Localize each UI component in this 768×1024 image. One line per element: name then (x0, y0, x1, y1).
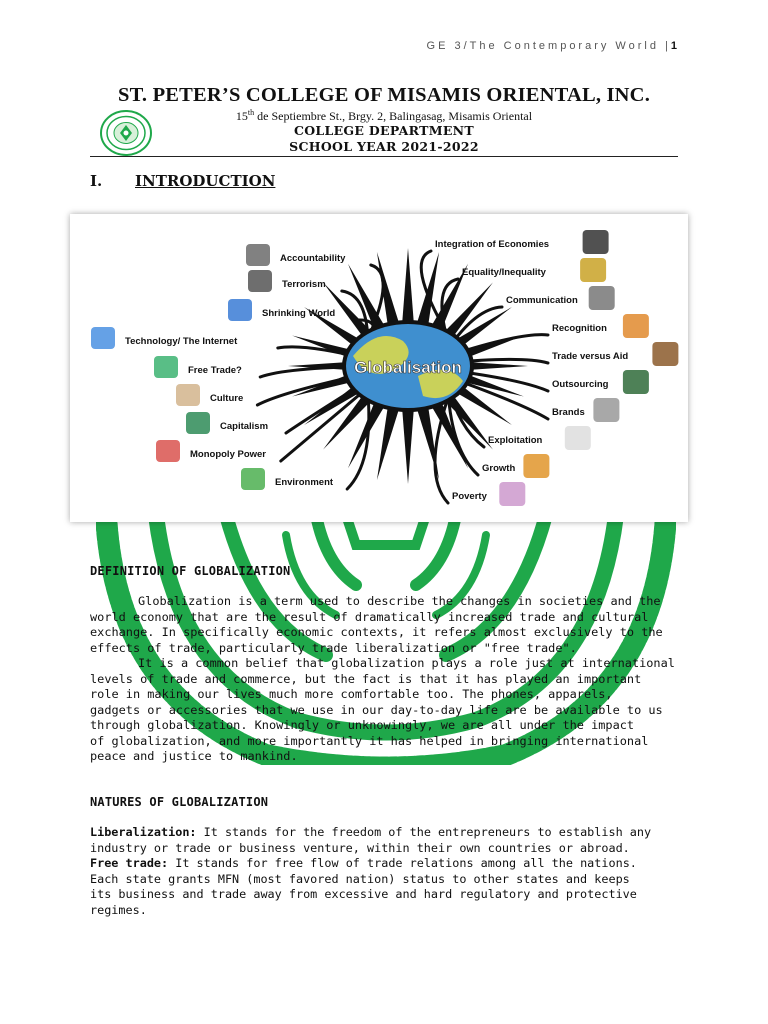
mindmap-label-recognition: Recognition (552, 323, 607, 334)
mindmap-icon-accountability (246, 244, 270, 266)
mindmap-label-growth: Growth (482, 463, 516, 474)
mindmap-label-shrinking-world: Shrinking World (262, 308, 336, 319)
definition-paragraph-2-line: role in making our lives much more comfortable too. The phones, apparels, (90, 687, 613, 701)
definition-paragraph-2-line: levels of trade and commerce, but the fact is that it has played an important (90, 671, 642, 686)
mindmap-icon-capitalism (186, 412, 210, 434)
mindmap-icon-environment (241, 468, 265, 490)
definition-paragraph-1-line: world economy that are the result of dramatically increased trade and cultural (90, 609, 649, 624)
definition-heading: DEFINITION OF GLOBALIZATION (90, 564, 291, 578)
header-divider (90, 156, 678, 157)
starburst-spike (377, 252, 401, 331)
mindmap-icon-brands (593, 398, 619, 422)
mindmap-label-poverty: Poverty (452, 491, 487, 502)
mindmap-icon-exploitation (565, 426, 591, 450)
mindmap-label-outsourcing: Outsourcing (552, 379, 609, 390)
definition-paragraph-1-line: effects of trade, particularly trade liberalization or "free trade". (90, 640, 577, 655)
definition-paragraph-2-line: It is a common belief that globalization plays a role just at international (138, 656, 675, 670)
mindmap-label-monopoly-power: Monopoly Power (190, 449, 266, 460)
starburst-spike (402, 404, 414, 484)
mindmap-icon-communication (589, 286, 615, 310)
mindmap-center-label: Globalisation (354, 358, 462, 377)
college-address: 15th de Septiembre St., Brgy. 2, Balingasag, Misamis Oriental (235, 108, 533, 123)
mindmap-label-technology-the-internet: Technology/ The Internet (125, 336, 238, 347)
mindmap-label-trade-versus-aid: Trade versus Aid (552, 351, 629, 362)
mindmap-label-environment: Environment (275, 477, 334, 488)
mindmap-icon-growth (523, 454, 549, 478)
mindmap-icon-poverty (499, 482, 525, 506)
mindmap-icon-shrinking-world (228, 299, 252, 321)
definition-paragraph-2-line: of globalization, and more importantly it has helped in bringing international (90, 733, 649, 748)
definition-paragraph-1-line: exchange. In specifically economic contexts, it refers almost exclusively to the (90, 625, 663, 639)
free-trade-text: Each state grants MFN (most favored nation) status to other states and keeps (90, 871, 630, 886)
school-year-label: SCHOOL YEAR 2021-2022 (289, 139, 479, 154)
college-name: ST. PETER’S COLLEGE OF MISAMIS ORIENTAL, INC. (117, 84, 651, 106)
mindmap-label-culture: Culture (210, 393, 244, 404)
mindmap-icon-recognition (623, 314, 649, 338)
section-heading (90, 172, 275, 190)
free-trade-text: its business and trade away from excessive and hard regulatory and protective (90, 887, 637, 901)
page-number: 1 (670, 40, 678, 52)
mindmap-icon-culture (176, 384, 200, 406)
starburst-spike (377, 401, 401, 480)
running-header-title: GE 3/The Contemporary World | (426, 40, 671, 52)
liberalization-term: Liberalization: (90, 825, 197, 839)
definition-paragraph-1-line: Globalization is a term used to describe the changes in societies and the (138, 594, 661, 608)
mindmap-icon-equality-inequality (580, 258, 606, 282)
free-trade-text: It stands for free flow of trade relations among all the nations. (168, 856, 637, 870)
mindmap-icon-monopoly-power (156, 440, 180, 462)
department-label: COLLEGE DEPARTMENT (293, 123, 474, 138)
starburst-spike (402, 248, 414, 328)
free-trade-text: regimes. (90, 902, 147, 917)
mindmap-icon-free-trade (154, 356, 178, 378)
mindmap-icon-technology-the-internet (91, 327, 115, 349)
definition-paragraph-2 (90, 656, 678, 765)
mindmap-icon-trade-versus-aid (652, 342, 678, 366)
mindmap-label-free-trade: Free Trade? (188, 365, 242, 376)
globalisation-mindmap (70, 214, 688, 522)
definition-paragraph-2-line: through globalization. Knowingly or unknowingly, we are all under the impact (90, 718, 635, 732)
mindmap-label-communication: Communication (506, 295, 578, 306)
definition-paragraph-1 (90, 594, 678, 656)
mindmap-label-integration-of-economies: Integration of Economies (435, 239, 550, 250)
mindmap-icon-outsourcing (623, 370, 649, 394)
definition-paragraph-2-line: gadgets or accessories that we use in our day-to-day life are be available to us (90, 702, 663, 717)
natures-heading: NATURES OF GLOBALIZATION (90, 795, 269, 809)
starburst-spike (415, 252, 439, 331)
mindmap-label-terrorism: Terrorism (282, 279, 326, 290)
section-number: I. (90, 172, 103, 190)
mindmap-label-brands: Brands (552, 407, 585, 418)
definition-paragraph-2-line: peace and justice to mankind. (90, 749, 298, 763)
nature-liberalization (90, 825, 678, 856)
mindmap-label-accountability: Accountability (280, 253, 346, 264)
liberalization-text: It stands for the freedom of the entrepreneurs to establish any (196, 825, 652, 839)
section-title: INTRODUCTION (135, 172, 276, 190)
mindmap-icon-terrorism (248, 270, 272, 292)
mindmap-canvas (70, 214, 688, 522)
mindmap-icon-integration-of-economies (583, 230, 609, 254)
mindmap-label-exploitation: Exploitation (488, 435, 543, 446)
free-trade-term: Free trade: (90, 856, 169, 870)
running-header (427, 40, 678, 52)
mindmap-label-capitalism: Capitalism (220, 421, 269, 432)
branch-monopoly-power (281, 388, 368, 462)
nature-free-trade (90, 856, 678, 918)
liberalization-text: industry or trade or business venture, within their own countries or abroad. (90, 840, 630, 855)
mindmap-label-equality-inequality: Equality/Inequality (462, 267, 546, 278)
